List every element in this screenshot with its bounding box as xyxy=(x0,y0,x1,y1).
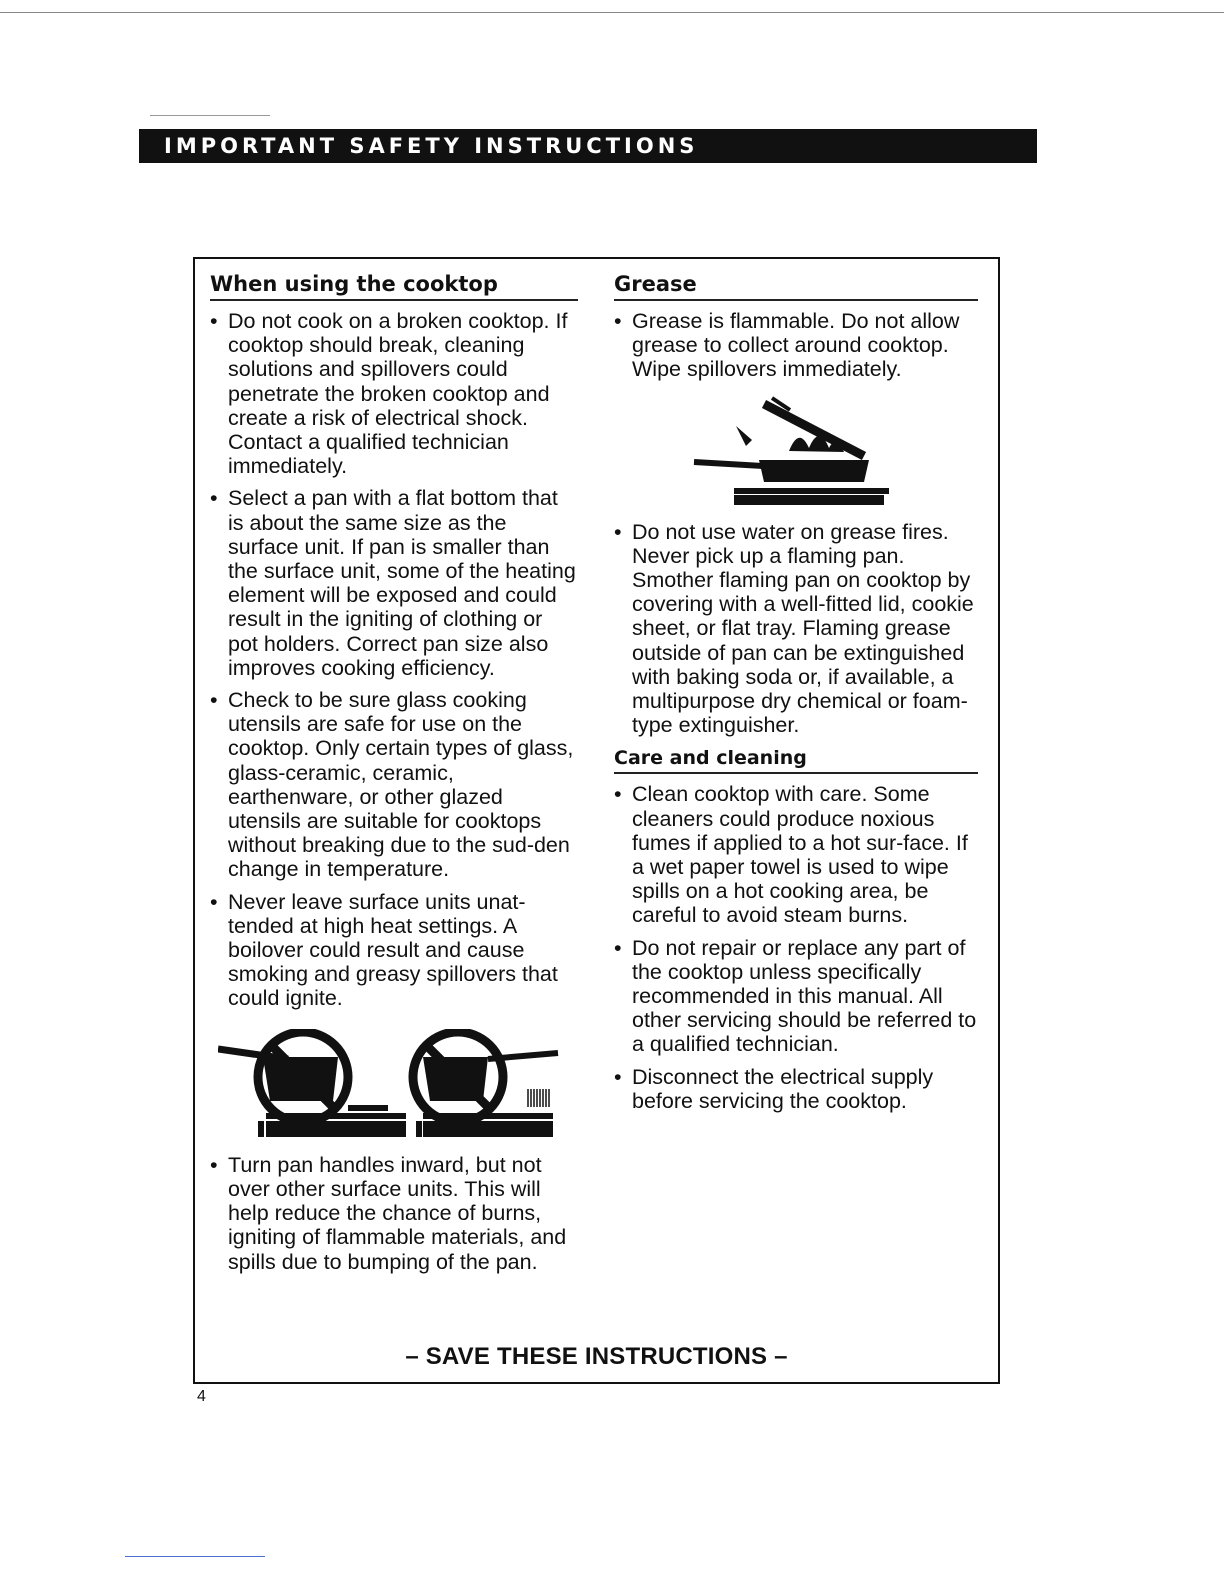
list-item: • Clean cooktop with care. Some cleaners could produce noxious fumes if applied to a hot sur-face. If a wet paper towel is used to wipe spills on a hot cooking area, be careful to avoid steam burns. xyxy=(614,782,978,927)
cooktop-bullet-list xyxy=(210,309,578,1011)
pan-too-small-icon xyxy=(218,1032,406,1137)
list-item: • Do not cook on a broken cooktop. If cooktop should break, cleaning solutions and spillovers could penetrate the broken cooktop and create a risk of electrical shock. Contact a qualified technician immediately. xyxy=(210,309,578,478)
list-item: • Select a pan with a flat bottom that is about the same size as the surface unit. If pan is smaller than the surface unit, some of the heating element will be exposed and could result in the igniting of clothing or pot holders. Correct pan size also improves cooking efficiency. xyxy=(210,486,578,680)
page-number: 4 xyxy=(197,1388,206,1405)
list-item: • Never leave surface units unat-tended at high heat settings. A boilover could result and cause smoking and greasy spillovers that could ignite. xyxy=(210,890,578,1011)
handle-outward-icon xyxy=(413,1032,558,1137)
scan-artifact-line xyxy=(125,1556,265,1557)
list-item: • Disconnect the electrical supply before servicing the cooktop. xyxy=(614,1065,978,1113)
grease-bullet-list xyxy=(614,309,978,382)
grease-section xyxy=(614,272,978,1113)
cooktop-bullet-list-continued xyxy=(210,1153,578,1274)
care-bullet-list xyxy=(614,782,978,1113)
section-heading-grease: Grease xyxy=(614,272,978,301)
save-instructions-footer: – SAVE THESE INSTRUCTIONS – xyxy=(405,1343,788,1370)
list-item: • Check to be sure glass cooking utensils are safe for use on the cooktop. Only certain types of glass, glass-ceramic, ceramic, earthenware, or other glazed utensils are suitable for cooktops without breaking due to the sud-den change in temperature. xyxy=(210,688,578,882)
grease-bullet-list-continued xyxy=(614,520,978,738)
section-heading-care-cleaning: Care and cleaning xyxy=(614,747,978,774)
wrong-pan-size-illustration xyxy=(218,1029,568,1149)
list-item: • Do not repair or replace any part of the cooktop unless specifically recommended in this manual. All other servicing should be referred to a qualified technician. xyxy=(614,936,978,1057)
list-item: • Turn pan handles inward, but not over other surface units. This will help reduce the chance of burns, igniting of flammable materials, and spills due to bumping of the pan. xyxy=(210,1153,578,1274)
flaming-pan-lid-illustration xyxy=(614,396,978,516)
list-item: • Do not use water on grease fires. Never pick up a flaming pan. Smother flaming pan on cooktop by covering with a well-fitted lid, cookie sheet, or flat tray. Flaming grease outside of pan can be extinguished with baking soda or, if available, a multipurpose dry chemical or foam-type extinguisher. xyxy=(614,520,978,738)
section-heading-cooktop: When using the cooktop xyxy=(210,272,578,301)
cooktop-section xyxy=(210,272,578,1274)
list-item: • Grease is flammable. Do not allow grease to collect around cooktop. Wipe spillovers immediately. xyxy=(614,309,978,382)
scan-artifact-line xyxy=(150,115,270,116)
safety-instructions-banner: IMPORTANT SAFETY INSTRUCTIONS xyxy=(139,129,1037,163)
scan-artifact-line xyxy=(0,12,1224,13)
